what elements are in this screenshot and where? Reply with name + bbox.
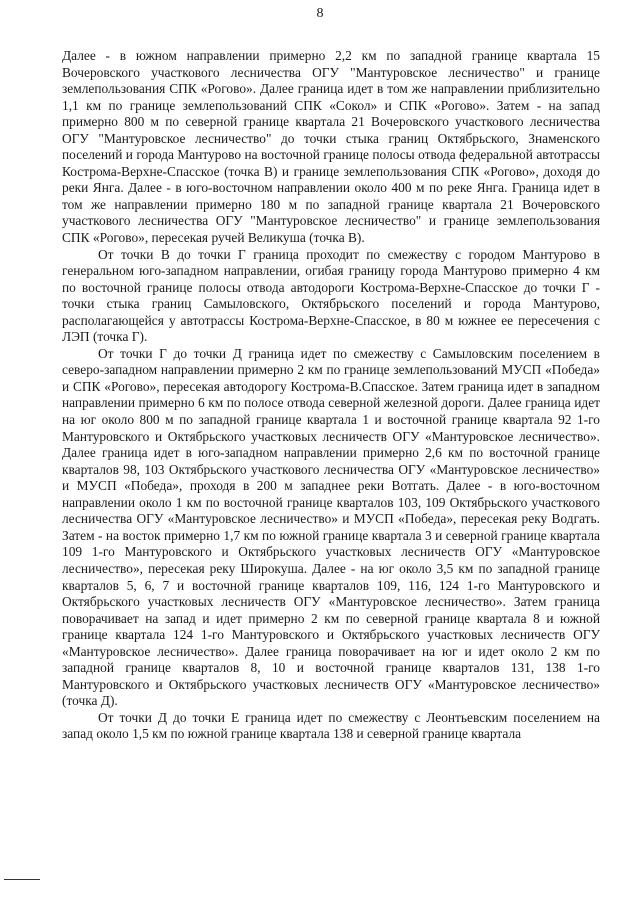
footnote-separator [4,879,40,880]
paragraph-point-d-to-e: От точки Д до точки Е граница идет по смежеству с Леонтьевским поселением на запад около 1,5 км по южной границе квартала 138 и северной границе квартала [62,709,600,742]
document-body [62,48,600,743]
paragraph-continuation: Далее - в южном направлении примерно 2,2 км по западной границе квартала 15 Вочеровского участкового лесничества ОГУ "Мантуровское лесничество" и границе землепользования СПК «Рогово». Далее граница идет в том же направлении приблизительно 1,1 км по границе землепользований СПК «Сокол» и СПК «Рогово». Затем - на запад примерно 800 м по северной границе квартала 21 Вочеровского участкового лесничества ОГУ "Мантуровское лесничество" до точки стыка границ Октябрьского, Знаменского поселений и города Мантурово на восточной границе полосы отвода федеральной автотрассы Кострома-Верхне-Спасское (точка В) и границе землепользования СПК «Рогово», доходя до реки Янга. Далее - в юго-восточном направлении около 400 м по реке Янга. Граница идет в том же направлении примерно 180 м по западной границе квартала 21 Вочеровского участкового лесничества ОГУ "Мантуровское лесничество" и границе землепользования СПК «Рогово», пересекая ручей Великуша (точка В). [62,48,600,246]
paragraph-point-g-to-d: От точки Г до точки Д граница идет по смежеству с Самыловским поселением в северо-западном направлении примерно 2 км по границе землепользований МУСП «Победа» и СПК «Рогово», пересекая автодорогу Кострома-В.Спасское. Затем граница идет в западном направлении примерно 6 км по полосе отвода северной железной дороги. Далее граница идет на юг около 800 м по западной границе квартала 1 и восточной границе квартала 92 1-го Мантуровского и Октябрьского участковых лесничеств ОГУ «Мантуровское лесничество». Далее граница идет в юго-западном направлении примерно 2,6 км по восточной границе кварталов 98, 103 Октябрьского участкового лесничества ОГУ «Мантуровское лесничество» и МУСП «Победа», проходя в 200 м западнее реки Вотгать. Далее - в юго-восточном направлении около 1 км по восточной границе кварталов 103, 109 Октябрьского участкового лесничества ОГУ «Мантуровское лесничество» и МУСП «Победа», пересекая реку Водгать. Затем - на восток примерно 1,7 км по южной границе квартала 3 и северной границе квартала 109 1-го Мантуровского и Октябрьского участковых лесничеств ОГУ «Мантуровское лесничество», пересекая реку Широкуша. Далее - на юг около 3,5 км по западной границе кварталов 5, 6, 7 и восточной границе кварталов 109, 116, 124 1-го Мантуровского и Октябрьского участковых лесничеств ОГУ «Мантуровское лесничество». Затем граница поворачивает на запад и идет примерно 2 км по северной границе квартала 8 и южной границе квартала 124 1-го Мантуровского и Октябрьского участковых лесничеств ОГУ «Мантуровское лесничество». Далее граница поворачивает на юг и идет около 2 км по западной границе кварталов 8, 10 и восточной границе кварталов 131, 138 1-го Мантуровского и Октябрьского участковых лесничеств ОГУ «Мантуровское лесничество» (точка Д). [62,345,600,709]
page-number: 8 [316,6,324,21]
paragraph-point-v-to-g: От точки В до точки Г граница проходит по смежеству с городом Мантурово в генеральном юго-западном направлении, огибая границу города Мантурово примерно 4 км по восточной границе полосы отвода автодороги Кострома-Верхне-Спасское до точки Г - точки стыка границ Самыловского, Октябрьского поселений и города Мантурово, располагающейся у автотрассы Кострома-Верхне-Спасское, в 80 м южнее ее пересечения с ЛЭП (точка Г). [62,246,600,345]
